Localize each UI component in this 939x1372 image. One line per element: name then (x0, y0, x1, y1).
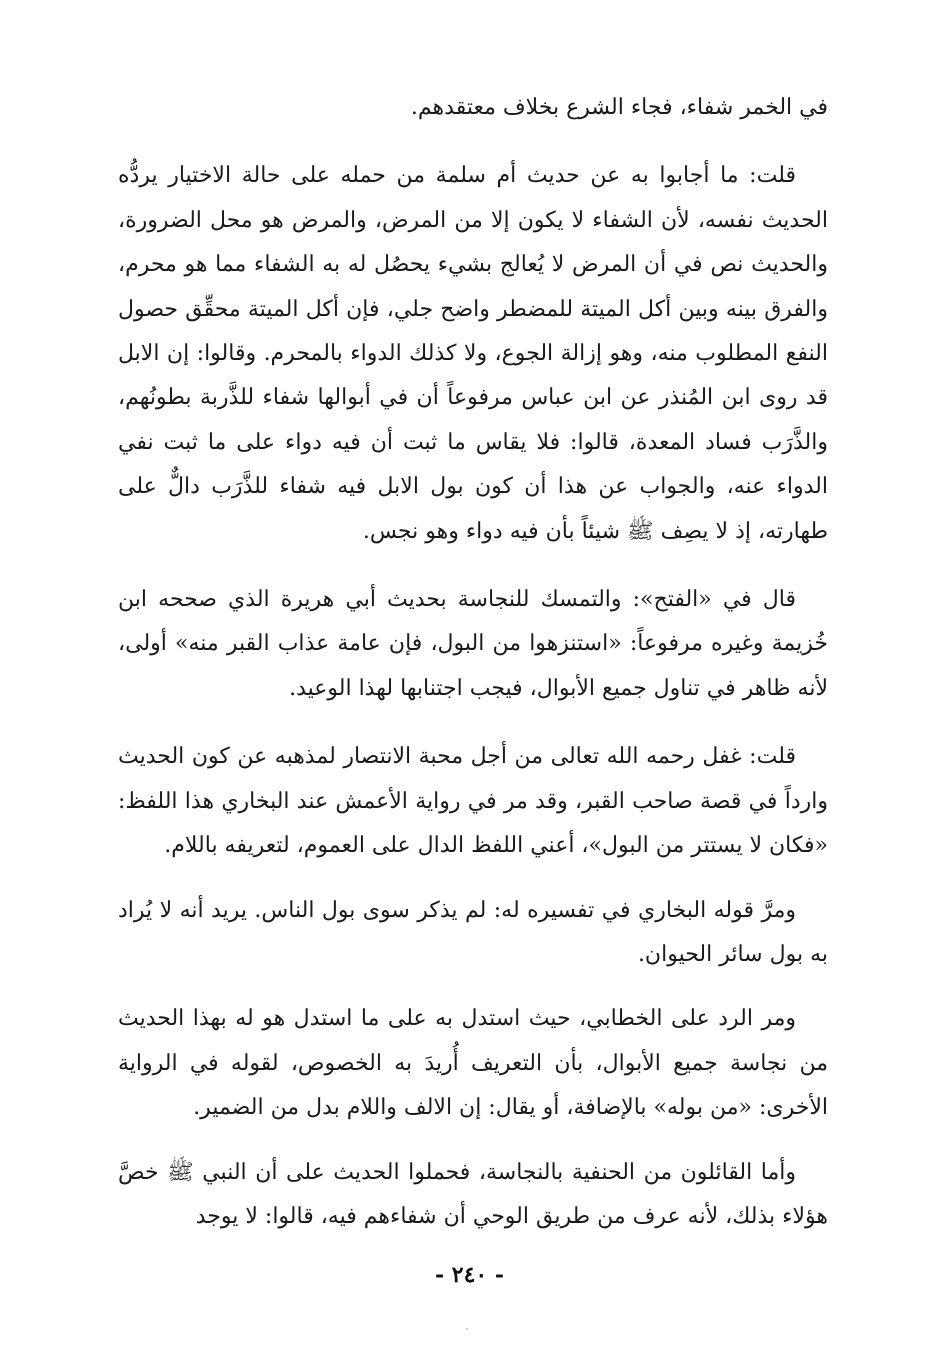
scan-speck (466, 1328, 468, 1330)
paragraph-author-response: قلت: غفل رحمه الله تعالى من أجل محبة الانتصار لمذهبه عن كون الحديث وارداً في قصة صاحب القبر، وقد مر في رواية الأعمش عند البخاري هذا اللفظ: «فكان لا يستتر من البول»، أعني اللفظ الدال على العموم، لتعريفه باللام. (118, 744, 828, 859)
paragraph-hanafi-view: وأما القائلون من الحنفية بالنجاسة، فحملوا الحديث على أن النبي ﷺ خصَّ هؤلاء بذلك، لأنه عرف من طريق الوحي أن شفاءهم فيه، قالوا: لا يوجد (118, 1159, 828, 1229)
paragraph-khattabi-reply: ومر الرد على الخطابي، حيث استدل به على ما استدل هو له بهذا الحديث من نجاسة جميع الأبوال، بأن التعريف أُريدَ به الخصوص، لقوله في الرواية الأخرى: «من بوله» بالإضافة، أو يقال: إن الالف واللام بدل من الضمير. (118, 1006, 828, 1121)
paragraph-fath-quote: قال في «الفتح»: والتمسك للنجاسة بحديث أبي هريرة الذي صححه ابن خُزيمة وغيره مرفوعاً: «استنزهوا من البول، فإن عامة عذاب القبر منه» أولى، لأنه ظاهر في تناول جميع الأبوال، فيجب اجتنابها لهذا الوعيد. (118, 587, 828, 701)
page-number: - ٢٤٠ - (434, 1262, 505, 1288)
paragraph-bukhari-tafsir: ومرَّ قوله البخاري في تفسيره له: لم يذكر سوى بول الناس. يريد أنه لا يُراد به بول سائر الحيوان. (118, 897, 828, 967)
paragraph-umm-salama-reply: قلت: ما أجابوا به عن حديث أم سلمة من حمله على حالة الاختيار يردُّه الحديث نفسه، لأن الشفاء لا يكون إلا من المرض، والمرض هو محل الضرورة، والحديث نص في أن المرض لا يُعالج بشيء يحصُل له به الشفاء مما هو محرم، والفرق بينه وبين أكل الميتة للمضطر واضح جلي، فإن أكل الميتة محقِّق حصول النفع المطلوب منه، وهو إزالة الجوع، ولا كذلك الدواء بالمحرم. وقالوا: إن الابل قد روى ابن المُنذر عن ابن عباس مرفوعاً أن في أبوالها شفاء للذَّربة بطونُهم، والذَّرَب فساد المعدة، قالوا: فلا يقاس ما ثبت أن فيه دواء على ما ثبت نفي الدواء عنه، والجواب عن هذا أن كون بول الابل فيه شفاء للذَّرَب دالٌّ على طهارته، إذ لا يصِف ﷺ شيئاً بأن فيه دواء وهو نجس. (118, 163, 828, 544)
paragraph-continuation: في الخمر شفاء، فجاء الشرع بخلاف معتقدهم. (410, 95, 828, 120)
page-body (118, 86, 828, 1239)
